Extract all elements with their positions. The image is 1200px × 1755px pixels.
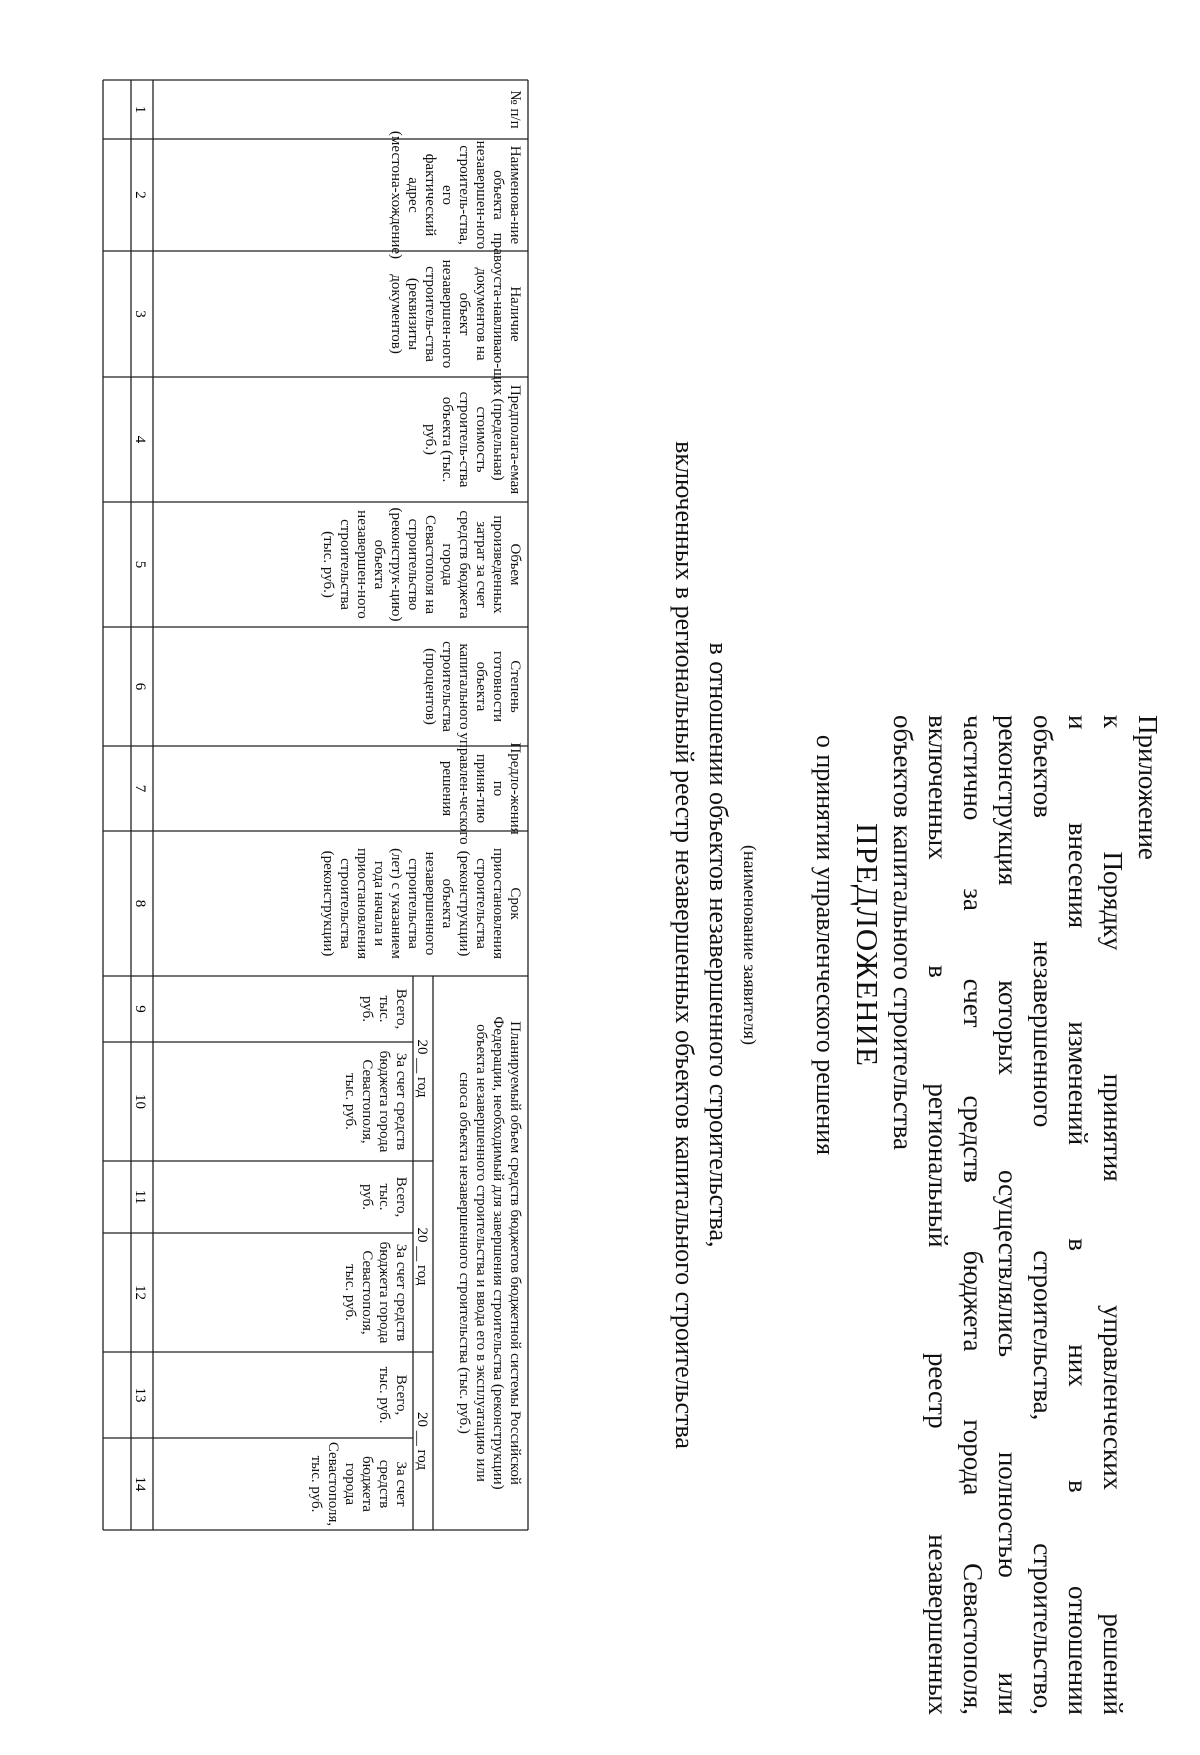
total-label: Всего,тыс.руб. bbox=[359, 988, 409, 1030]
appendix-line: объектов капитального строительства bbox=[888, 715, 918, 1150]
column-number: 2 bbox=[132, 191, 148, 199]
column-header-1: № п/п bbox=[507, 90, 523, 129]
appendix-line: к Порядку принятия управленческих решений bbox=[1098, 715, 1128, 1715]
column-number: 5 bbox=[132, 560, 148, 569]
column-number: 10 bbox=[132, 1094, 148, 1109]
city-budget-label: За счет средствбюджета городаСевастополя,тыс. руб. bbox=[342, 1241, 409, 1344]
total-label: Всего,тыс.руб. bbox=[359, 1176, 409, 1218]
planned-header: Планируемый объем средств бюджетов бюджетной системы РоссийскойФедерации, необходимый для завершения строительства (реконструкции)объекта незавершенного строительства и ввода его в эксплуатацию илисноса объекта незавершенного строительства (тыс. руб.) bbox=[456, 1016, 523, 1490]
column-number: 4 bbox=[132, 435, 148, 444]
document-subtitle: о принятии управленческого решения bbox=[811, 734, 840, 1156]
city-budget-label: За счет средствбюджета городаСевастополя,тыс. руб. bbox=[342, 1050, 409, 1153]
document-title: ПРЕДЛОЖЕНИЕ bbox=[850, 823, 885, 1067]
column-number: 11 bbox=[132, 1189, 148, 1205]
appendix-line: и внесения изменений в них в отношении bbox=[1063, 715, 1093, 1715]
appendix-line: реконструкция которых осуществлялись полностью или bbox=[993, 715, 1023, 1715]
column-number: 1 bbox=[132, 105, 148, 114]
column-header-2: Наименова-ниеобъектанезавершен-ногостроитель-ства,егофактическийадрес(местона-хождение) bbox=[388, 130, 523, 260]
total-label: Всего,тыс. руб. bbox=[376, 1366, 409, 1424]
appendix-line: Приложение bbox=[1133, 715, 1163, 860]
heading-line-2: включенных в региональный реестр незавершенных объектов капитального строительства bbox=[670, 441, 699, 1449]
applicant-caption: (наименование заявителя) bbox=[740, 845, 760, 1045]
column-header-7: Предло-женияпоприня-тиюуправлен-ческогорешения bbox=[439, 732, 523, 845]
heading-line-1: в отношении объектов незавершенного строительства, bbox=[704, 642, 733, 1248]
city-budget-label: За счетсредствбюджетагородаСевастополя,тыс. руб. bbox=[308, 1441, 409, 1527]
column-number: 13 bbox=[132, 1387, 148, 1403]
column-number: 3 bbox=[132, 310, 148, 318]
column-header-5: Объемпроизведенныхзатрат за счетсредств бюджетагородаСевастополя настроительство(реконструк-цию)объектанезавершен-ногостроительства(тыс. руб.) bbox=[320, 507, 523, 622]
column-header-8: Срокприостановлениястроительства(реконструкции)объектанезавершенногостроительства(лет) с указаниемгода начала иприостановлениястроительства(реконструкции) bbox=[320, 848, 523, 959]
column-number: 12 bbox=[132, 1285, 148, 1300]
column-number: 6 bbox=[132, 682, 148, 691]
appendix-line: объектов незавершенного строительства, строительство, bbox=[1028, 715, 1058, 1715]
column-header-4: Предполага-емая(предельная)стоимостьстроитель-стваобъекта (тыс.руб.) bbox=[422, 384, 523, 495]
column-header-6: Степеньготовностиобъектакапитальногостроительства(процентов) bbox=[422, 641, 523, 732]
year-label: 20 __ год bbox=[414, 1039, 430, 1098]
year-label: 20 __ год bbox=[414, 1412, 430, 1470]
column-number: 8 bbox=[132, 899, 148, 908]
year-label: 20 __ год bbox=[414, 1227, 430, 1286]
appendix-line: частично за счет средств бюджета города Севастополя, bbox=[958, 715, 988, 1715]
column-number: 7 bbox=[132, 784, 148, 793]
appendix-line: включенных в региональный реестр незавершенных bbox=[923, 715, 953, 1715]
column-number: 9 bbox=[132, 1005, 148, 1013]
column-header-3: Наличиеправоуста-навливаю-щихдокументов наобъектнезавершен-ногостроитель-ства(реквизитыдокументов) bbox=[388, 232, 523, 396]
column-number: 14 bbox=[132, 1476, 148, 1492]
